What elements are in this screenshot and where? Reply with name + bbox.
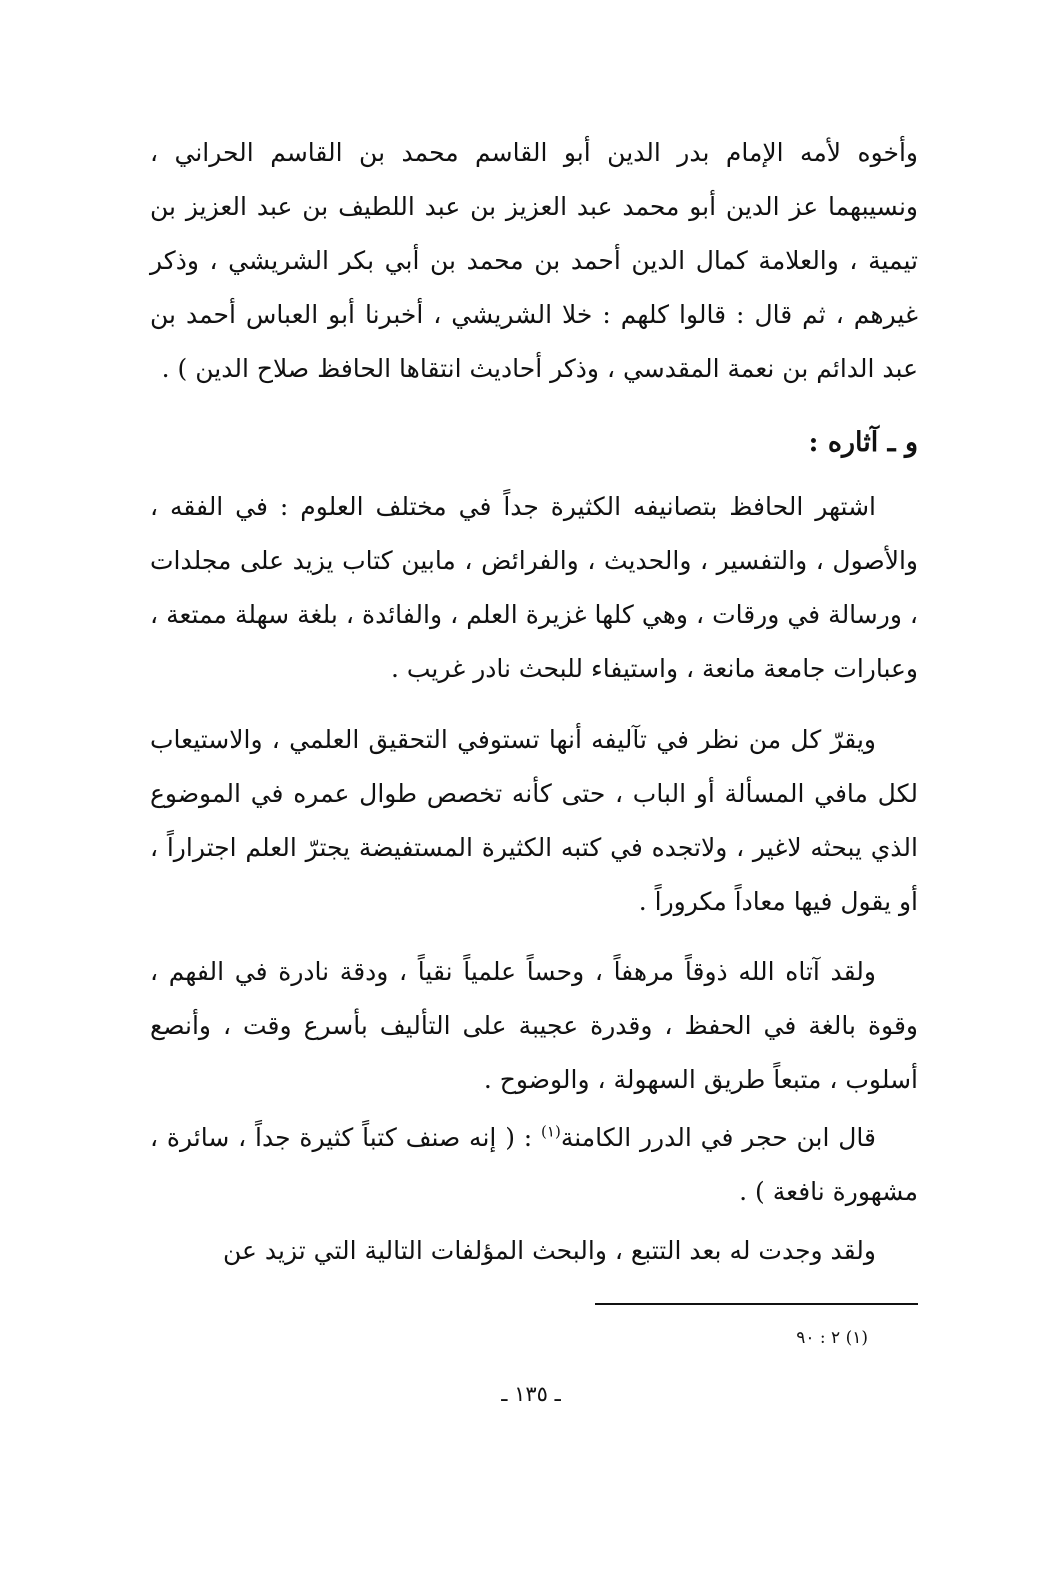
paragraph-1: وأخوه لأمه الإمام بدر الدين أبو القاسم محمد بن القاسم الحراني ، ونسيبهما عز الدين أبو محمد عبد العزيز بن عبد اللطيف بن عبد العزيز بن تيمية ، والعلامة كمال الدين أحمد بن محمد بن أبي بكر الشريشي ، وذكر غيرهم ، ثم قال : قالوا كلهم : خلا الشريشي ، أخبرنا أبو العباس أحمد بن عبد الدائم بن نعمة المقدسي ، وذكر أحاديث انتقاها الحافظ صلاح الدين ) . xyxy=(150,138,918,383)
paragraph-4: ولقد آتاه الله ذوقاً مرهفاً ، وحساً علمياً نقياً ، ودقة نادرة في الفهم ، وقوة بالغة في الحفظ ، وقدرة عجيبة على التأليف بأسرع وقت ، وأنصع أسلوب ، متبعاً طريق السهولة ، والوضوح . xyxy=(150,957,918,1094)
paragraph-5-start: قال ابن حجر في الدرر الكامنة xyxy=(560,1123,876,1152)
footnote-divider xyxy=(595,1303,918,1305)
paragraph-2: اشتهر الحافظ بتصانيفه الكثيرة جداً في مختلف العلوم : في الفقه ، والأصول ، والتفسير ، والحديث ، والفرائض ، مابين كتاب يزيد على مجلدات ، ورسالة في ورقات ، وهي كلها غزيرة العلم ، والفائدة ، بلغة سهلة ممتعة ، وعبارات جامعة مانعة ، واستيفاء للبحث نادر غريب . xyxy=(150,492,918,683)
footnote-reference: (١) xyxy=(541,1122,561,1141)
page-number: ـ ١٣٥ ـ xyxy=(501,1382,561,1406)
paragraph-5-end: : ( إنه صنف كتباً كثيرة جداً ، سائرة ، مشهورة نافعة ) . xyxy=(150,1123,918,1206)
footnote-text: (١) ٢ : ٩٠ xyxy=(796,1328,868,1348)
paragraph-5 xyxy=(150,1111,918,1219)
paragraph-6: ولقد وجدت له بعد التتبع ، والبحث المؤلفات التالية التي تزيد عن xyxy=(222,1236,876,1265)
paragraph-3: ويقرّ كل من نظر في تآليفه أنها تستوفي التحقيق العلمي ، والاستيعاب لكل مافي المسألة أو الباب ، حتى كأنه تخصص طوال عمره في الموضوع الذي يبحثه لاغير ، ولاتجده في كتبه الكثيرة المستفيضة يجترّ العلم اجتراراً ، أو يقول فيها معاداً مكروراً . xyxy=(150,725,918,916)
section-heading: و ـ آثاره : xyxy=(808,427,918,458)
